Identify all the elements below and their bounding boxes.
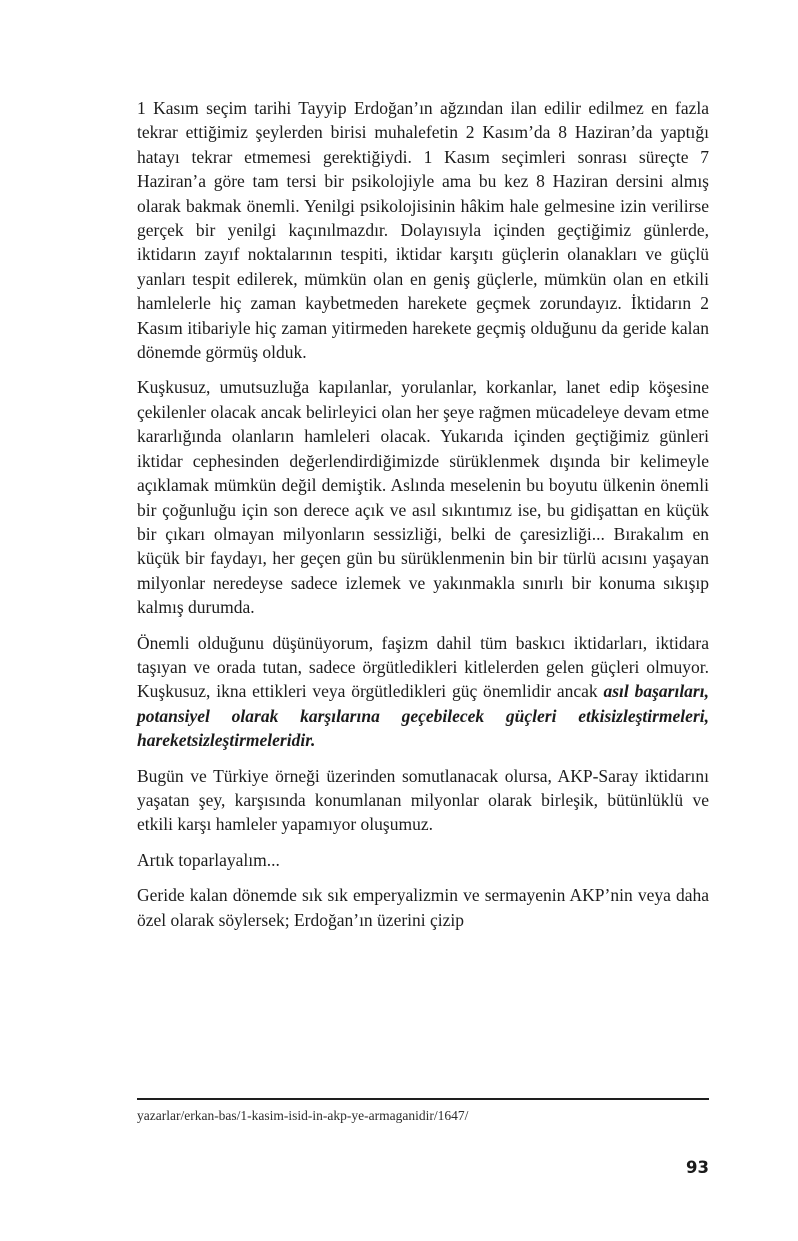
paragraph: Kuşkusuz, umutsuzluğa kapılanlar, yorulanlar, korkanlar, lanet edip köşesine çekilenler olacak ancak belirleyici olan her şeye rağmen mücadeleye devam etme kararlığında olanların hamleleri olacak. Yukarıda içinden geçtiğimiz günleri iktidar cephesinden değerlendirdiğimizde sürüklenmek dışında bir kelimeyle açıklamak mümkün değil demiştik. Aslında meselenin bu boyutu ülkenin önemli bir çoğunluğu için son derece açık ve asıl sıkıntımız ise, bu gidişattan en küçük bir çıkarı olmayan milyonların sessizliği, belki de çaresizliği... Bırakalım en küçük bir faydayı, her geçen gün bu sürüklenmenin bin bir türlü acısını yaşayan milyonlar neredeyse sadece izlemek ve yakınmakla sınırlı bir konuma sıkışıp kalmış durumda.: [137, 377, 709, 618]
footnote-divider: [137, 1098, 709, 1100]
paragraph: 1 Kasım seçim tarihi Tayyip Erdoğan’ın ağzından ilan edilir edilmez en fazla tekrar ettiğimiz şeylerden birisi muhalefetin 2 Kasım’da 8 Haziran’da yaptığı hatayı tekrar etmemesi gerektiğiydi. 1 Kasım seçimleri sonrası süreçte 7 Haziran’a göre tam tersi bir psikolojiyle ama bu kez 8 Haziran dersini almış olarak bakmak önemli. Yenilgi psikolojisinin hâkim hale gelmesine izin verilirse gerçek bir yenilgi kaçınılmazdır. Dolayısıyla içinden geçtiğimiz günlerde, iktidarın zayıf noktalarının tespiti, iktidar karşıtı güçlerin olanakları ve güçlü yanları tespit edilerek, mümkün olan en geniş güçlerle, mümkün olan en etkili hamlelerle hiç zaman kaybetmeden harekete geçmek zorundayız. İktidarın 2 Kasım itibariyle hiç zaman yitirmeden harekete geçmiş olduğunu da geride kalan dönemde görmüş olduk.: [137, 98, 709, 363]
paragraph: [137, 631, 709, 753]
page-body-text: [137, 96, 709, 943]
page-number: 93: [686, 1158, 709, 1177]
footnote: [137, 1098, 709, 1124]
paragraph-lead-text: Önemli olduğunu düşünüyorum, faşizm dahil tüm baskıcı iktidarları, iktidara taşıyan ve orada tutan, sadece örgütledikleri kitlelerden gelen güçleri olmuyor. Kuşkusuz, ikna ettikleri veya örgütledikleri güç önemlidir ancak: [137, 632, 709, 702]
paragraph-emphasis-text: asıl başarıları, potansiyel olarak karşılarına geçebilecek güçleri etkisizleştirmeleri, hareketsizleştirmeleridir.: [137, 681, 709, 751]
paragraph: Geride kalan dönemde sık sık emperyalizmin ve sermayenin AKP’nin veya daha özel olarak söylersek; Erdoğan’ın üzerini çizip: [137, 885, 709, 930]
footnote-text: yazarlar/erkan-bas/1-kasim-isid-in-akp-ye-armaganidir/1647/: [137, 1108, 469, 1123]
paragraph: Artık toparlayalım...: [137, 849, 280, 870]
paragraph: Bugün ve Türkiye örneği üzerinden somutlanacak olursa, AKP-Saray iktidarını yaşatan şey, karşısında konumlanan milyonlar olarak birleşik, bütünlüklü ve etkili karşı hamleler yapamıyor oluşumuz.: [137, 765, 709, 835]
